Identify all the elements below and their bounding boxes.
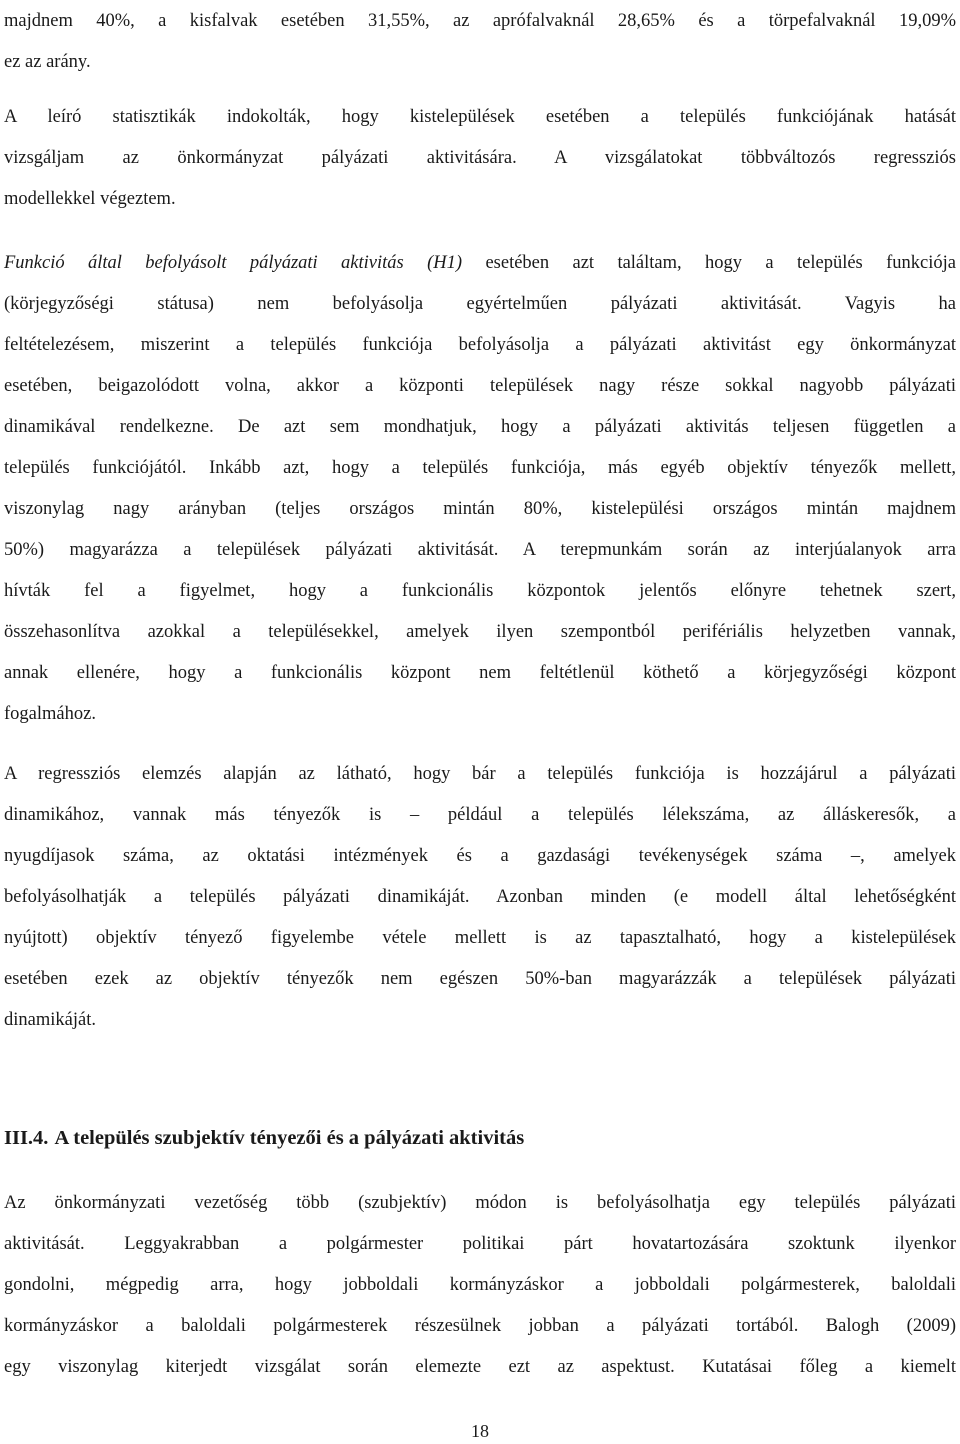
text-line: dinamikához, vannak más tényezők is – például a település lélekszáma, az álláskeresők, a — [4, 805, 956, 825]
text-line: modellekkel végeztem. — [4, 189, 176, 209]
text-line: egy viszonylag kiterjedt vizsgálat során elemezte ezt az aspektust. Kutatásai főleg a kiemelt — [4, 1357, 956, 1377]
text-line: dinamikával rendelkezne. De azt sem mondhatjuk, hogy a pályázati aktivitás teljesen független a — [4, 417, 956, 437]
text-line: (körjegyzőségi státusa) nem befolyásolja egyértelműen pályázati aktivitását. Vagyis ha — [4, 294, 956, 314]
text-line: település funkciójától. Inkább azt, hogy a település funkciója, más egyéb objektív tényezők mellett, — [4, 458, 956, 478]
paragraph-5 — [4, 1183, 956, 1388]
text-line: ez az arány. — [4, 52, 91, 72]
text-line: feltételezésem, miszerint a település funkciója befolyásolja a pályázati aktivitást egy önkormányzat — [4, 335, 956, 355]
text-line — [4, 243, 956, 284]
text-line: 50%) magyarázza a települések pályázati aktivitását. A terepmunkám során az interjúalanyok arra — [4, 540, 956, 560]
paragraph-1 — [4, 1, 956, 83]
section-title: A település szubjektív tényezői és a pályázati aktivitás — [54, 1127, 525, 1149]
text-span: esetében azt találtam, hogy a település funkciója — [462, 253, 956, 273]
text-line: nyugdíjasok száma, az oktatási intézmények és a gazdasági tevékenységek száma –, amelyek — [4, 846, 956, 866]
text-line: vizsgáljam az önkormányzat pályázati aktivitására. A vizsgálatokat többváltozós regressziós — [4, 148, 956, 168]
paragraph-4 — [4, 754, 956, 1041]
text-line: hívták fel a figyelmet, hogy a funkcionális központok jelentős előnyre tehetnek szert, — [4, 581, 956, 601]
text-line: viszonylag nagy arányban (teljes országos mintán 80%, kistelepülési országos mintán majdnem — [4, 499, 956, 519]
text-line: összehasonlítva azokkal a településekkel, amelyek ilyen szempontból perifériális helyzetben vannak, — [4, 622, 956, 642]
section-heading — [4, 1118, 524, 1158]
text-line: A leíró statisztikák indokolták, hogy kistelepülések esetében a település funkciójának hatását — [4, 107, 956, 127]
text-line: aktivitását. Leggyakrabban a polgármester politikai párt hovatartozására szoktunk ilyenkor — [4, 1234, 956, 1254]
text-line: dinamikáját. — [4, 1010, 96, 1030]
text-line: A regressziós elemzés alapján az látható, hogy bár a település funkciója is hozzájárul a pályázati — [4, 764, 956, 784]
page-number: 18 — [471, 1421, 489, 1441]
section-number: III.4. — [4, 1127, 49, 1149]
text-line: fogalmához. — [4, 704, 96, 724]
text-line: kormányzáskor a baloldali polgármesterek részesülnek jobban a pályázati tortából. Balogh (2009) — [4, 1316, 956, 1336]
text-line: nyújtott) objektív tényező figyelembe vétele mellett is az tapasztalható, hogy a kistelepülések — [4, 928, 956, 948]
paragraph-2 — [4, 97, 956, 220]
text-line: esetében, beigazolódott volna, akkor a központi települések nagy része sokkal nagyobb pályázati — [4, 376, 956, 396]
text-line: befolyásolhatják a település pályázati dinamikáját. Azonban minden (e modell által lehetőségként — [4, 887, 956, 907]
text-line: Az önkormányzati vezetőség több (szubjektív) módon is befolyásolhatja egy település pályázati — [4, 1193, 956, 1213]
paragraph-3 — [4, 243, 956, 735]
text-line: gondolni, mégpedig arra, hogy jobboldali kormányzáskor a jobboldali polgármesterek, baloldali — [4, 1275, 956, 1295]
text-line: majdnem 40%, a kisfalvak esetében 31,55%, az aprófalvaknál 28,65% és a törpefalvaknál 19,09% — [4, 11, 956, 31]
text-line: annak ellenére, hogy a funkcionális központ nem feltétlenül köthető a körjegyzőségi központ — [4, 663, 956, 683]
text-line: esetében ezek az objektív tényezők nem egészen 50%-ban magyarázzák a települések pályázati — [4, 969, 956, 989]
hypothesis-label: Funkció által befolyásolt pályázati aktivitás (H1) — [4, 253, 463, 273]
